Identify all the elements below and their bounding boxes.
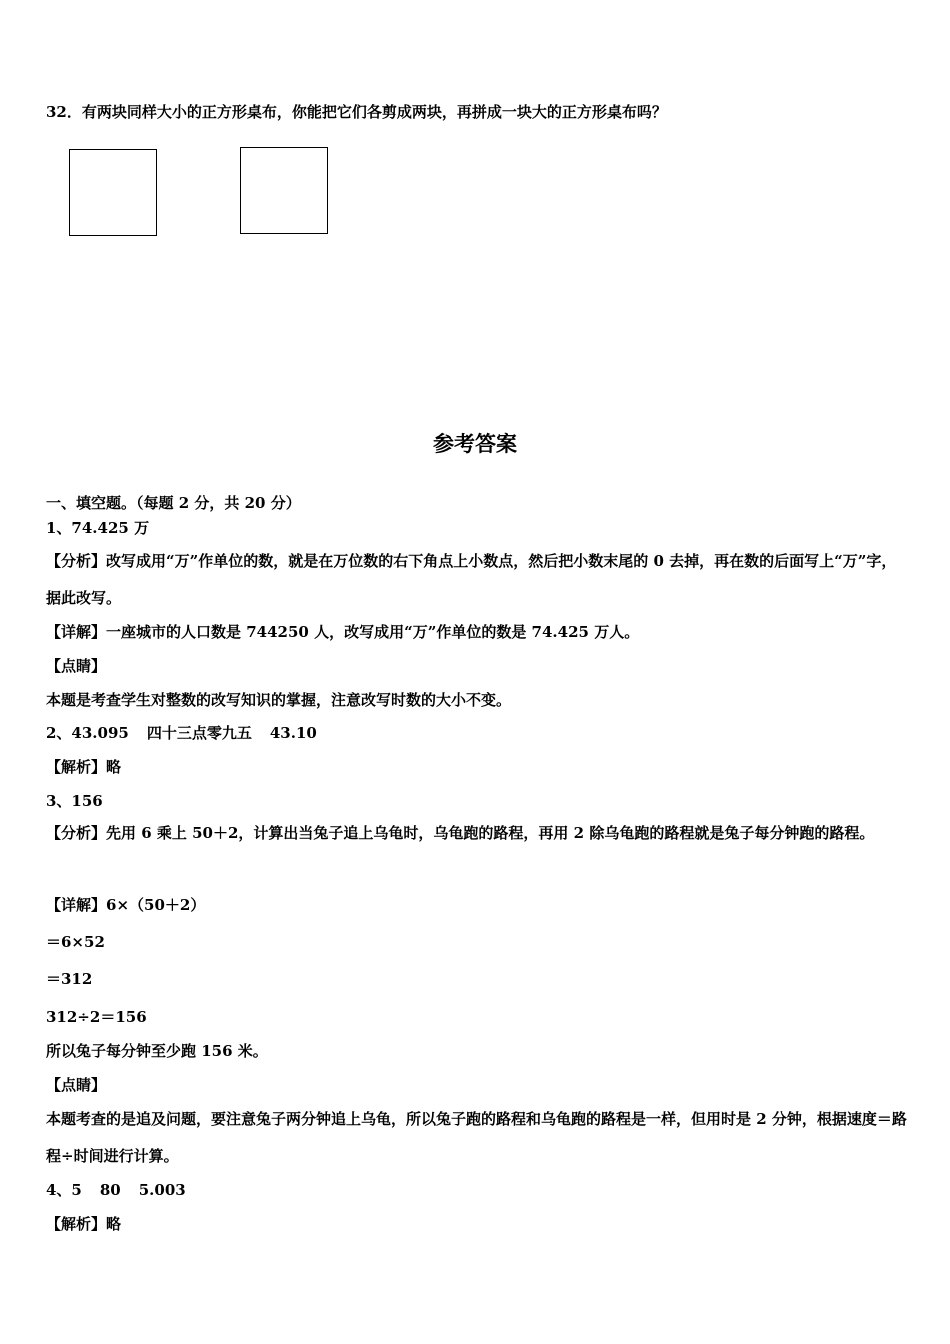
answer-1-head: 1、74.425 万 <box>46 519 150 537</box>
answer-2-number: 2、43.095 <box>46 724 129 742</box>
answer-3-detail <box>46 895 205 915</box>
section-heading: 一、填空题。（每题 2 分，共 20 分） <box>46 494 301 512</box>
analysis-text: 改写成用“万”作单位的数，就是在万位数的右下角点上小数点，然后把小数末尾的 0 去掉，再在数的后面写上“万”字，据此改写。 <box>46 552 897 607</box>
detail-tag: 【详解】 <box>46 896 107 914</box>
analysis-tag: 【分析】 <box>46 824 107 842</box>
answers-title: 参考答案 <box>433 432 517 456</box>
answer-2-words: 四十三点零九五 <box>146 724 252 742</box>
answer-4-explanation <box>46 1214 121 1234</box>
analysis-text: 先用 6 乘上 50＋2，计算出当兔子追上乌龟时，乌龟跑的路程，再用 2 除乌龟跑的路程就是兔子每分钟跑的路程。 <box>106 824 875 842</box>
explanation-tag: 【解析】 <box>46 758 107 776</box>
explanation-tag: 【解析】 <box>46 1215 107 1233</box>
answer-1-detail <box>46 622 639 642</box>
answer-2-explanation <box>46 757 121 777</box>
answer-3-point-tag: 【点睛】 <box>46 1076 107 1094</box>
detail-tag: 【详解】 <box>46 623 107 641</box>
answer-4-value-3: 5.003 <box>138 1181 186 1199</box>
answer-3-step-2: ＝312 <box>46 970 93 988</box>
question-32-text: 32．有两块同样大小的正方形桌布，你能把它们各剪成两块，再拼成一块大的正方形桌布吗？ <box>46 103 667 121</box>
answer-4-number: 4、5 <box>46 1181 82 1199</box>
answer-1-point-tag: 【点睛】 <box>46 657 107 675</box>
square-tablecloth-right <box>240 147 328 234</box>
answer-4-value-2: 80 <box>99 1181 121 1199</box>
answer-3-conclusion: 所以兔子每分钟至少跑 156 米。 <box>46 1042 268 1060</box>
answer-1-point: 本题是考查学生对整数的改写知识的掌握，注意改写时数的大小不变。 <box>46 691 512 709</box>
answer-3-step-3: 312÷2＝156 <box>46 1008 147 1026</box>
explanation-text: 略 <box>106 758 122 776</box>
answer-3-head: 3、156 <box>46 792 103 810</box>
detail-text: 一座城市的人口数是 744250 人，改写成用“万”作单位的数是 74.425 万人。 <box>106 623 640 641</box>
explanation-text: 略 <box>106 1215 122 1233</box>
answer-3-step-1: ＝6×52 <box>46 933 105 951</box>
square-tablecloth-left <box>69 149 157 236</box>
analysis-tag: 【分析】 <box>46 552 107 570</box>
answer-1-analysis <box>46 543 908 617</box>
answer-4-head <box>46 1180 186 1200</box>
answer-2-head <box>46 723 317 743</box>
detail-text: 6×（50＋2） <box>106 896 206 914</box>
answer-3-analysis <box>46 815 908 852</box>
answer-2-value: 43.10 <box>269 724 317 742</box>
answer-3-point: 本题考查的是追及问题，要注意兔子两分钟追上乌龟，所以兔子跑的路程和乌龟跑的路程是一样，但用时是 2 分钟，根据速度＝路程÷时间进行计算。 <box>46 1110 907 1165</box>
